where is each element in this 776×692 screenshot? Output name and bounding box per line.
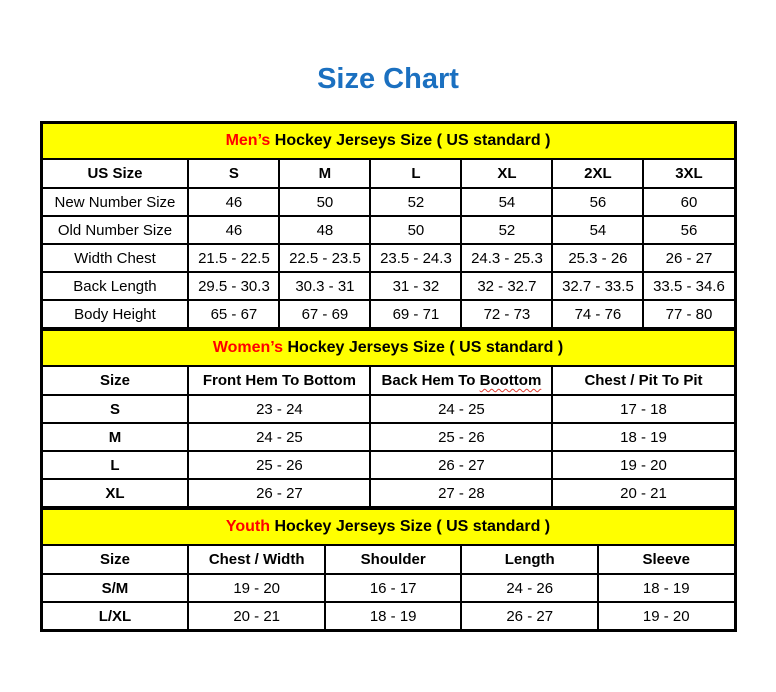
mens-section-title: Men’s Hockey Jerseys Size ( US standard ) [42, 123, 735, 159]
size-value: 56 [552, 188, 643, 216]
column-header: Size [42, 366, 189, 395]
size-value: 52 [461, 216, 552, 244]
row-label: Width Chest [42, 244, 189, 272]
table-row [42, 395, 735, 423]
size-value: 25.3 - 26 [552, 244, 643, 272]
mens-header-row [42, 159, 735, 188]
size-value: 27 - 28 [370, 479, 552, 507]
page-title: Size Chart [317, 63, 459, 95]
mens-band-row [42, 123, 735, 159]
size-value: 48 [279, 216, 370, 244]
size-value: 65 - 67 [188, 300, 279, 328]
size-value: 18 - 19 [598, 574, 735, 602]
row-label: L [42, 451, 189, 479]
table-row [42, 423, 735, 451]
youth-section-title: Youth Hockey Jerseys Size ( US standard ) [42, 509, 735, 545]
table-row [42, 244, 735, 272]
womens-band-row [42, 330, 735, 366]
size-value: 24 - 25 [188, 423, 370, 451]
table-row [42, 574, 735, 602]
row-label: M [42, 423, 189, 451]
table-row [42, 216, 735, 244]
section-title-highlight: Youth [225, 518, 270, 535]
row-label: L/XL [42, 602, 189, 630]
size-value: 26 - 27 [188, 479, 370, 507]
size-value: 77 - 80 [643, 300, 734, 328]
section-title-highlight: Men’s [225, 132, 271, 149]
size-value: 23.5 - 24.3 [370, 244, 461, 272]
column-header: Shoulder [325, 545, 462, 574]
column-header: M [279, 159, 370, 188]
column-header: US Size [42, 159, 189, 188]
size-value: 20 - 21 [552, 479, 734, 507]
youth-size-table [41, 508, 736, 631]
size-value: 72 - 73 [461, 300, 552, 328]
column-header: Back Hem To Boottom [370, 366, 552, 395]
womens-header-row [42, 366, 735, 395]
table-row [42, 602, 735, 630]
size-chart-tables [40, 121, 737, 632]
womens-section-title: Women’s Hockey Jerseys Size ( US standard ) [42, 330, 735, 366]
size-value: 24.3 - 25.3 [461, 244, 552, 272]
column-header: S [188, 159, 279, 188]
size-value: 26 - 27 [370, 451, 552, 479]
size-value: 25 - 26 [370, 423, 552, 451]
mens-size-table [41, 122, 736, 329]
size-value: 67 - 69 [279, 300, 370, 328]
size-value: 26 - 27 [461, 602, 598, 630]
size-value: 24 - 26 [461, 574, 598, 602]
row-label: Old Number Size [42, 216, 189, 244]
column-header: L [370, 159, 461, 188]
size-value: 29.5 - 30.3 [188, 272, 279, 300]
table-row [42, 451, 735, 479]
table-row [42, 272, 735, 300]
size-value: 18 - 19 [325, 602, 462, 630]
size-value: 22.5 - 23.5 [279, 244, 370, 272]
size-value: 52 [370, 188, 461, 216]
size-value: 17 - 18 [552, 395, 734, 423]
column-header: Size [42, 545, 189, 574]
size-value: 31 - 32 [370, 272, 461, 300]
size-value: 18 - 19 [552, 423, 734, 451]
row-label: S/M [42, 574, 189, 602]
size-value: 21.5 - 22.5 [188, 244, 279, 272]
column-header: Front Hem To Bottom [188, 366, 370, 395]
column-header: Chest / Width [188, 545, 325, 574]
size-value: 50 [370, 216, 461, 244]
size-value: 26 - 27 [643, 244, 734, 272]
size-value: 19 - 20 [598, 602, 735, 630]
size-value: 32.7 - 33.5 [552, 272, 643, 300]
column-header: Length [461, 545, 598, 574]
table-row [42, 188, 735, 216]
misspelled-word: Boottom [479, 372, 542, 389]
size-value: 69 - 71 [370, 300, 461, 328]
size-value: 74 - 76 [552, 300, 643, 328]
size-value: 25 - 26 [188, 451, 370, 479]
size-value: 54 [461, 188, 552, 216]
row-label: New Number Size [42, 188, 189, 216]
size-value: 30.3 - 31 [279, 272, 370, 300]
row-label: Back Length [42, 272, 189, 300]
size-value: 32 - 32.7 [461, 272, 552, 300]
womens-size-table [41, 329, 736, 508]
size-value: 24 - 25 [370, 395, 552, 423]
size-value: 16 - 17 [325, 574, 462, 602]
section-title-highlight: Women’s [212, 339, 284, 356]
column-header: 2XL [552, 159, 643, 188]
size-value: 54 [552, 216, 643, 244]
table-row [42, 300, 735, 328]
column-header: 3XL [643, 159, 734, 188]
youth-header-row [42, 545, 735, 574]
size-value: 19 - 20 [188, 574, 325, 602]
row-label: S [42, 395, 189, 423]
size-value: 46 [188, 188, 279, 216]
size-value: 46 [188, 216, 279, 244]
size-value: 60 [643, 188, 734, 216]
size-value: 19 - 20 [552, 451, 734, 479]
size-value: 56 [643, 216, 734, 244]
size-value: 20 - 21 [188, 602, 325, 630]
column-header: XL [461, 159, 552, 188]
column-header: Chest / Pit To Pit [552, 366, 734, 395]
size-value: 50 [279, 188, 370, 216]
row-label: Body Height [42, 300, 189, 328]
youth-band-row [42, 509, 735, 545]
size-value: 23 - 24 [188, 395, 370, 423]
size-value: 33.5 - 34.6 [643, 272, 734, 300]
table-row [42, 479, 735, 507]
column-header: Sleeve [598, 545, 735, 574]
row-label: XL [42, 479, 189, 507]
